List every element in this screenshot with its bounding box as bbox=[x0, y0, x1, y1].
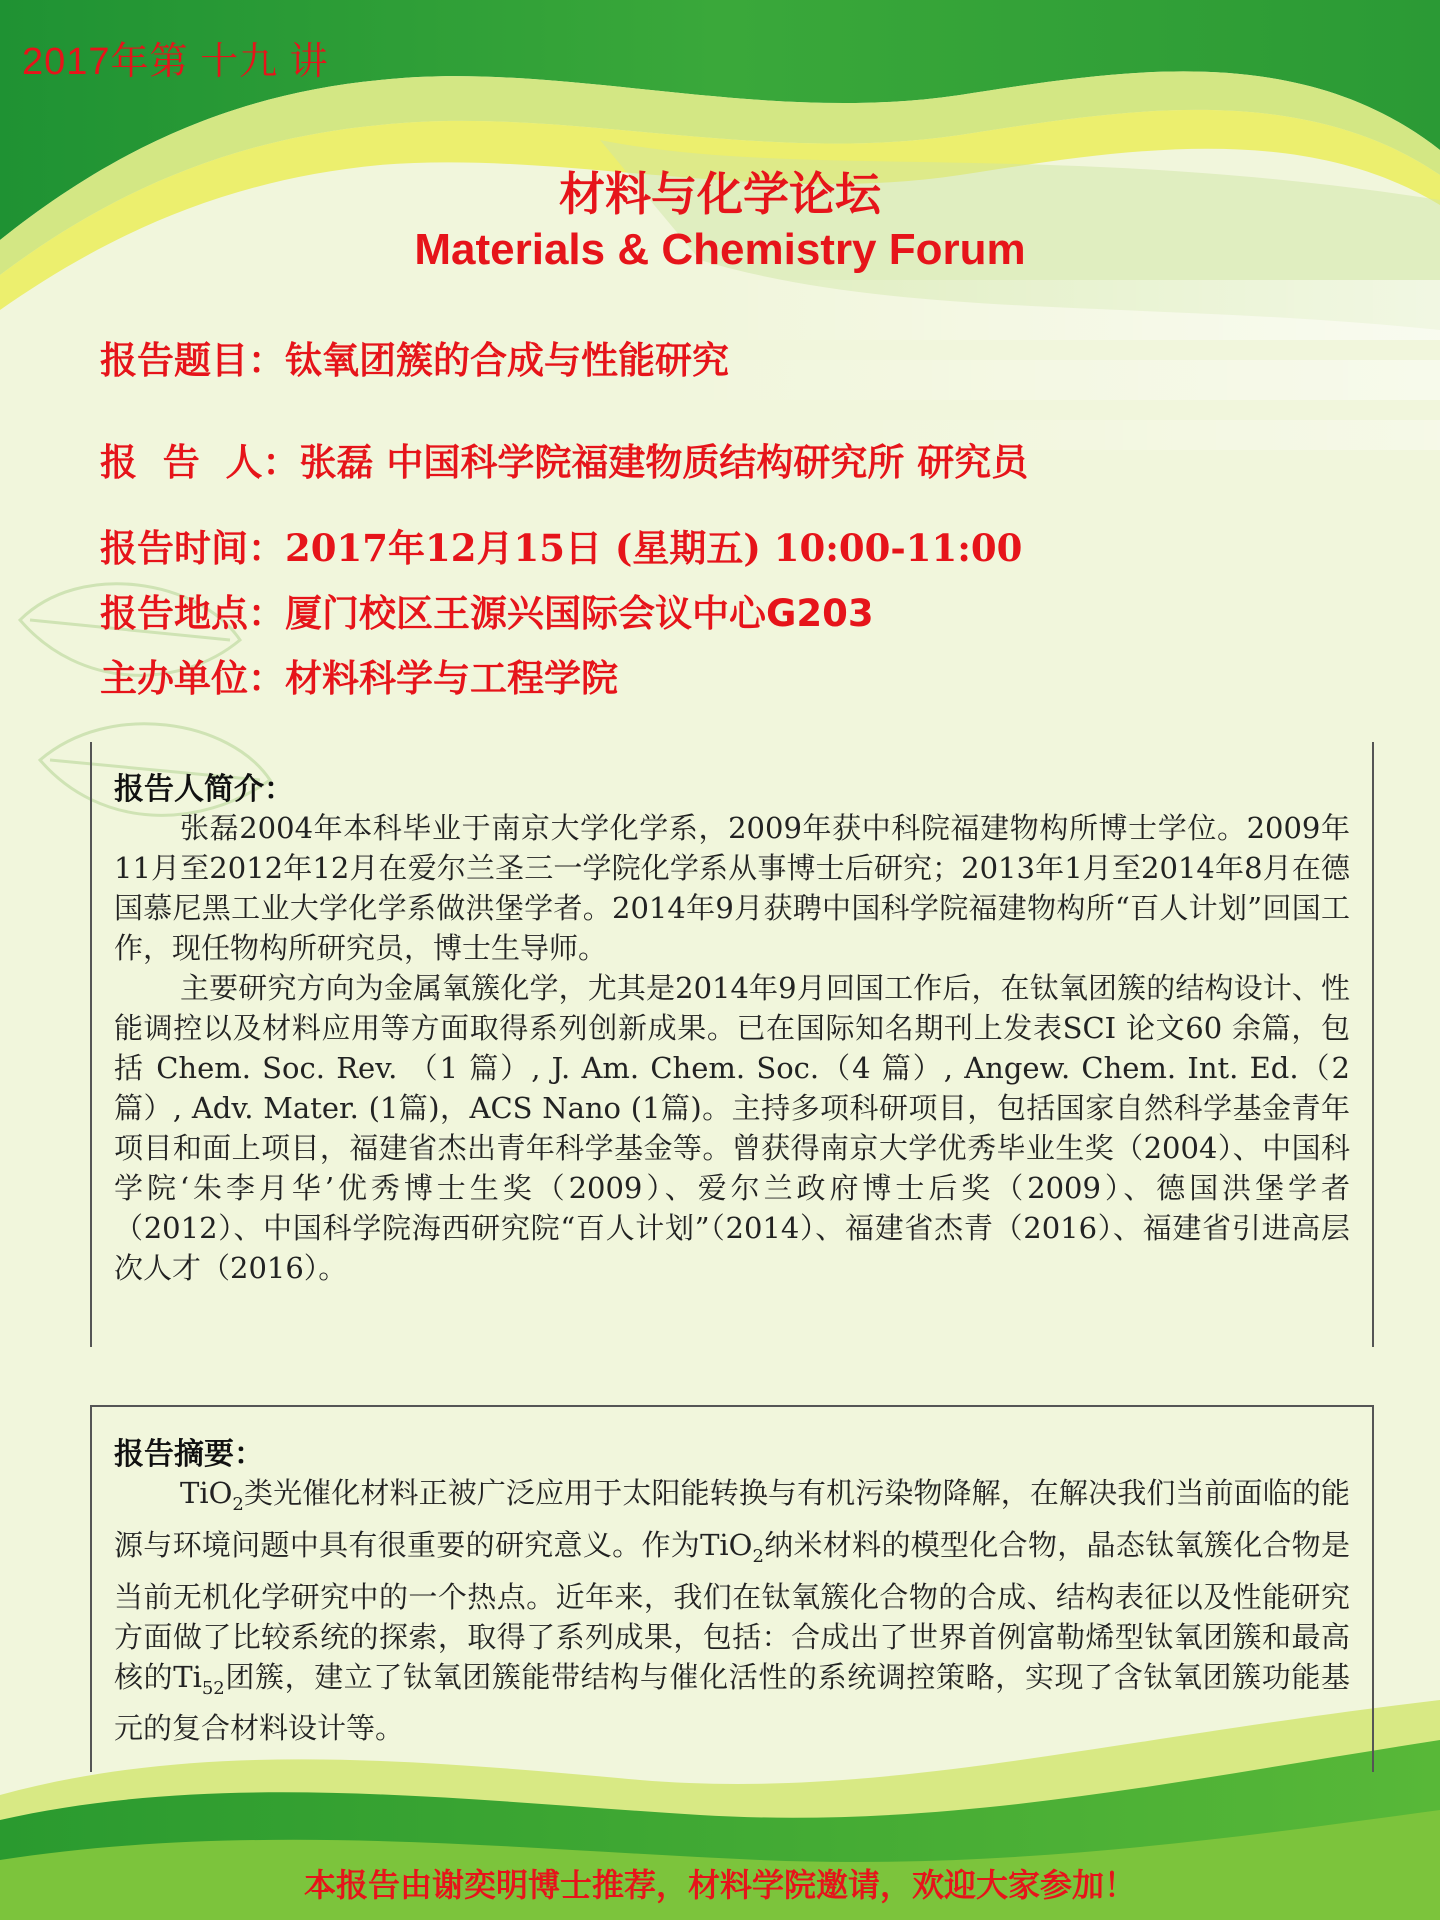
host-label: 主办单位： bbox=[100, 657, 285, 700]
info-place bbox=[100, 583, 874, 637]
abstract-heading: 报告摘要： bbox=[114, 1437, 264, 1472]
abstract-text-2: 类光催化材料正被广泛应用于太阳能转换与有机污染物降解，在解决我们当前面临的能源与环境问题中具有很重要的研究意义。作为TiO bbox=[114, 1476, 1350, 1562]
time-value: 2017年12月15日 (星期五) 10:00-11:00 bbox=[285, 526, 1023, 570]
place-label: 报告地点： bbox=[100, 592, 285, 635]
abstract-sub-2: 2 bbox=[752, 1545, 764, 1567]
speaker-bio-box bbox=[90, 742, 1374, 1347]
speaker-label: 报 告 人： bbox=[100, 441, 300, 484]
abstract-box bbox=[90, 1405, 1374, 1772]
place-value: 厦门校区王源兴国际会议中心G203 bbox=[285, 592, 874, 635]
info-time bbox=[100, 518, 1022, 572]
info-topic bbox=[100, 330, 729, 384]
forum-title-cn: 材料与化学论坛 bbox=[559, 167, 881, 221]
topic-label: 报告题目： bbox=[100, 339, 285, 382]
abstract-text-3: 纳米材料的模型化合物，晶态钛氧簇化合物是当前无机化学研究中的一个热点。近年来，我们在钛氧簇化合物的合成、结构表征以及性能研究方面做了比较系统的探索，取得了系列成果，包括：合成出了世界首例富勒烯型钛氧团簇和最高核的Ti bbox=[114, 1527, 1350, 1694]
abstract-text-1: TiO bbox=[180, 1476, 233, 1510]
topic-value: 钛氧团簇的合成与性能研究 bbox=[285, 339, 729, 382]
abstract-sub-3: 52 bbox=[201, 1677, 225, 1699]
host-value: 材料科学与工程学院 bbox=[285, 657, 618, 700]
abstract-sub-1: 2 bbox=[232, 1493, 244, 1515]
bio-heading: 报告人简介： bbox=[114, 772, 294, 807]
series-label: 2017年第 十九 讲 bbox=[22, 41, 329, 83]
info-host bbox=[100, 648, 618, 702]
abstract-text-4: 团簇，建立了钛氧团簇能带结构与催化活性的系统调控策略，实现了含钛氧团簇功能基元的复合材料设计等。 bbox=[114, 1659, 1350, 1746]
forum-title-en: Materials & Chemistry Forum bbox=[414, 225, 1026, 274]
bio-paragraph-2: 主要研究方向为金属氧簇化学，尤其是2014年9月回国工作后，在钛氧团簇的结构设计、性能调控以及材料应用等方面取得系列创新成果。已在国际知名期刊上发表SCI 论文60 余篇，包括 Chem. Soc. Rev. （1 篇）, J. Am. Chem. Soc.（4 篇）, Angew. Chem. Int. Ed.（2 篇）, Adv. Mater. (1篇)，ACS Nano (1篇)。主持多项科研项目，包括国家自然科学基金青年项目和面上项目，福建省杰出青年科学基金等。曾获得南京大学优秀毕业生奖（2004）、中国科学院‘朱李月华’优秀博士生奖（2009）、爱尔兰政府博士后奖（2009）、德国洪堡学者（2012）、中国科学院海西研究院“百人计划”（2014）、福建省杰青（2016）、福建省引进高层次人才（2016）。 bbox=[114, 971, 1350, 1285]
bio-paragraph-1: 张磊2004年本科毕业于南京大学化学系，2009年获中科院福建物构所博士学位。2009年11月至2012年12月在爱尔兰圣三一学院化学系从事博士后研究；2013年1月至2014年8月在德国慕尼黑工业大学化学系做洪堡学者。2014年9月获聘中国科学院福建物构所“百人计划”回国工作，现任物构所研究员，博士生导师。 bbox=[114, 811, 1350, 965]
speaker-value: 张磊 中国科学院福建物质结构研究所 研究员 bbox=[299, 441, 1029, 484]
footer-invitation: 本报告由谢奕明博士推荐，材料学院邀请，欢迎大家参加！ bbox=[303, 1866, 1136, 1904]
time-label: 报告时间： bbox=[100, 527, 285, 570]
abstract-paragraph bbox=[114, 1473, 1350, 1748]
info-speaker bbox=[100, 432, 1028, 486]
